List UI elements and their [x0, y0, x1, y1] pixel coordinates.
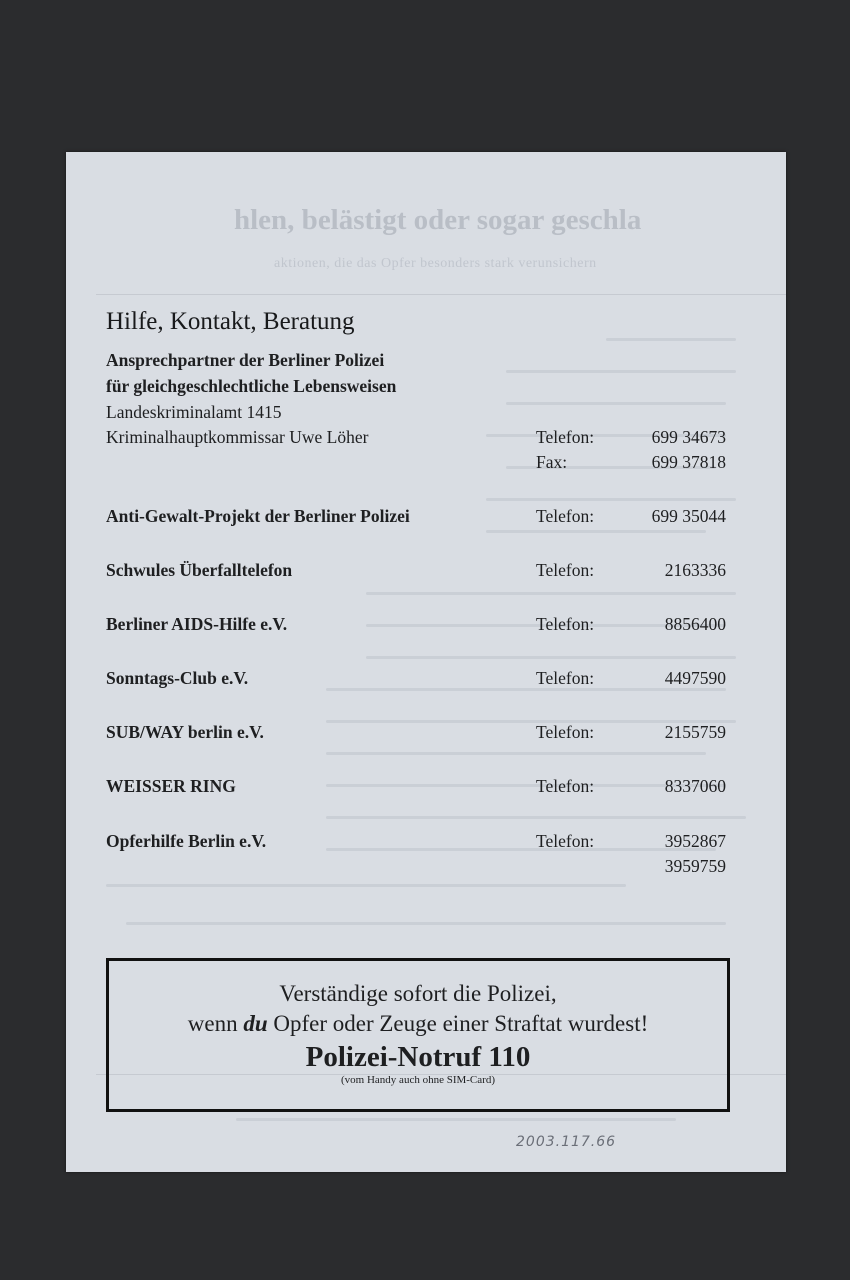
phone-number: 8337060 — [664, 776, 726, 796]
primary-contact-line1: Ansprechpartner der Berliner Polizei — [106, 350, 385, 370]
ghost-heading: hlen, belästigt oder sogar geschla — [234, 204, 642, 236]
notice-line1: Verständige sofort die Polizei, — [279, 981, 557, 1006]
notice-line2-start: wenn — [187, 1011, 244, 1036]
phone-number: 2155759 — [664, 722, 726, 742]
emergency-number: Polizei-Notruf 110 — [305, 1041, 531, 1073]
page-title: Hilfe, Kontakt, Beratung — [106, 308, 355, 335]
phone-number-secondary: 3959759 — [664, 856, 726, 876]
notice-line2 — [109, 1011, 727, 1037]
phone-label: Telefon: — [536, 776, 595, 796]
fax-number: 699 37818 — [651, 452, 726, 472]
contact-name: SUB/WAY berlin e.V. — [106, 722, 264, 742]
contact-name: Berliner AIDS-Hilfe e.V. — [106, 614, 288, 634]
contact-name: Sonntags-Club e.V. — [106, 668, 249, 688]
phone-label: Telefon: — [536, 722, 595, 742]
contact-page-content — [66, 152, 786, 1172]
contact-name: WEISSER RING — [106, 776, 236, 796]
primary-contact-dept: Landeskriminalamt 1415 — [106, 402, 282, 422]
phone-number: 8856400 — [664, 614, 726, 634]
phone-number: 699 35044 — [651, 506, 726, 526]
document-page — [66, 152, 786, 1172]
phone-label: Telefon: — [536, 831, 595, 851]
phone-label: Telefon: — [536, 560, 595, 580]
phone-number: 4497590 — [664, 668, 726, 688]
emergency-notice-box — [106, 958, 730, 1112]
contact-name: Anti-Gewalt-Projekt der Berliner Polizei — [106, 506, 410, 526]
ghost-subheading: aktionen, die das Opfer besonders stark verunsichern — [274, 256, 597, 271]
emergency-note: (vom Handy auch ohne SIM-Card) — [341, 1074, 495, 1086]
contact-name: Opferhilfe Berlin e.V. — [106, 831, 267, 851]
inventory-number: 2003.117.66 — [516, 1134, 617, 1150]
phone-label: Telefon: — [536, 614, 595, 634]
phone-number: 2163336 — [664, 560, 726, 580]
phone-number: 699 34673 — [651, 427, 726, 447]
phone-label: Telefon: — [536, 668, 595, 688]
primary-contact-officer: Kriminalhauptkommissar Uwe Löher — [106, 427, 369, 447]
fax-label: Fax: — [536, 452, 568, 472]
notice-emphasis: du — [243, 1011, 268, 1036]
contact-name: Schwules Überfalltelefon — [106, 560, 293, 580]
primary-contact-line2: für gleichgeschlechtliche Lebensweisen — [106, 376, 397, 396]
phone-number: 3952867 — [664, 831, 726, 851]
phone-label: Telefon: — [536, 506, 595, 526]
phone-label: Telefon: — [536, 427, 595, 447]
notice-line2-end: Opfer oder Zeuge einer Straftat wurdest! — [267, 1011, 649, 1036]
